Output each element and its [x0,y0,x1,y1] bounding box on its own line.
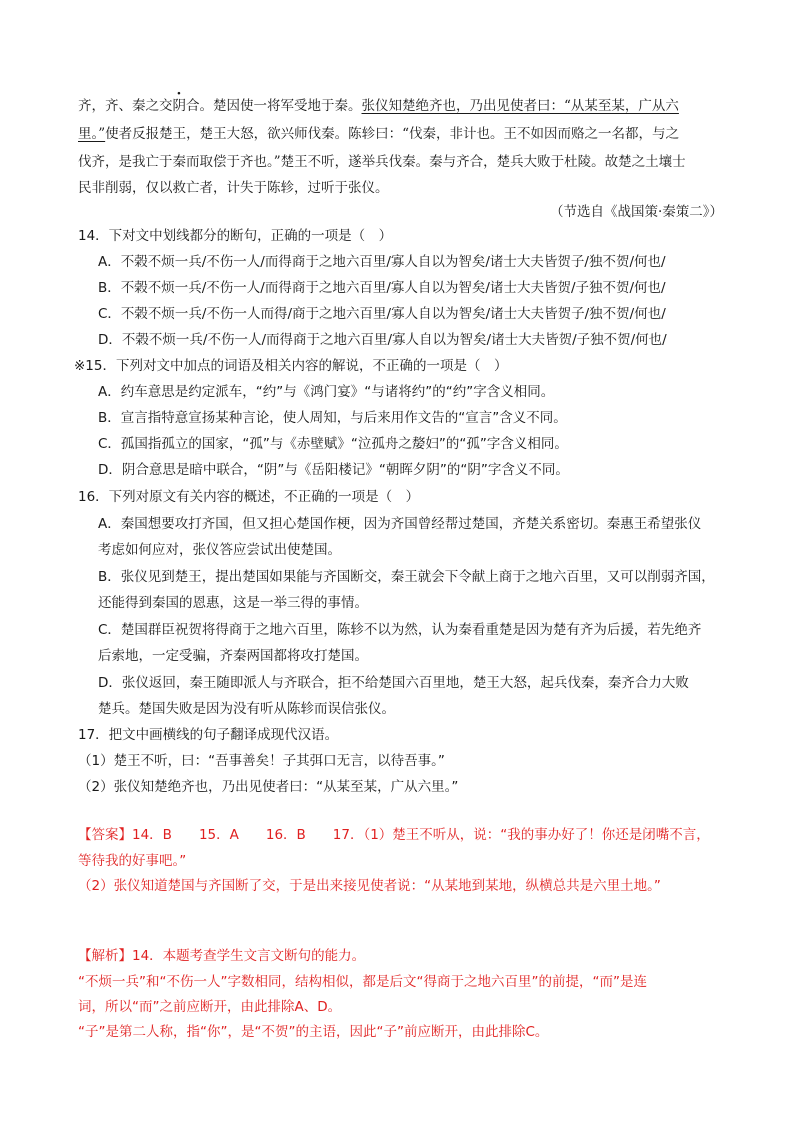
question-16-option-d-cont: 楚兵。楚国失败是因为没有听从陈轸而误信张仪。 [98,701,395,717]
passage-text: 使者反报楚王，楚王大怒，欲兴师伐秦。陈轸曰：“伐秦，非计也。王不如因而赂之一名都，与之 [105,126,680,142]
passage-text: 合。楚因使一将军受地于秦。 [186,98,362,114]
passage-text: 齐，齐、秦之交 [78,98,173,114]
question-14-option-b: B．不榖不烦一兵/不伤一人/而得商于之地六百里/寡人自以为智矣/诸士大夫皆贺/子独不贺/何也/ [98,280,666,296]
question-17-stem: 17．把文中画横线的句子翻译成现代汉语。 [78,727,339,743]
question-15-option-b: B．宣言指特意宣扬某种言论，使人周知，与后来用作文告的“宣言”含义不同。 [98,410,567,426]
question-14-option-c: C．不榖不烦一兵/不伤一人而得/商于之地六百里/寡人自以为智矣/诸士大夫皆贺子/独不贺/何也/ [98,306,666,322]
question-16-option-b: B．张仪见到楚王，提出楚国如果能与齐国断交，秦王就会下令献上商于之地六百里，又可以削弱齐国， [98,569,715,585]
analysis-line-1: 【解析】14．本题考查学生文言文断句的能力。 [78,948,366,964]
question-14-stem: 14．下对文中划线都分的断句，正确的一项是（ ） [78,228,393,244]
answer-line-1: 【答案】14．B 15．A 16．B 17．（1）楚王不听从，说：“我的事办好了！你还是闭嘴不言， [78,827,710,843]
question-17-sentence-2: （2）张仪知楚绝齐也，乃出见使者曰：“从某至某，广从六里。” [78,779,459,795]
passage-line-4: 民非削弱，仅以救亡者，计失于陈轸，过听于张仪。 [78,180,389,196]
question-16-option-d: D．张仪返回，秦王随即派人与齐联合，拒不给楚国六百里地，楚王大怒，起兵伐秦，秦齐合力大败 [98,675,689,691]
question-16-option-b-cont: 还能得到秦国的恩惠，这是一举三得的事情。 [98,595,368,611]
underlined-sentence: 里。” [78,126,106,142]
underlined-sentence: 张仪知楚绝齐也，乃出见使者曰：“从某至某，广从六 [361,98,679,114]
passage-line-3: 伐齐，是我亡于秦而取偿于齐也。”楚王不听，遂举兵伐秦。秦与齐合，楚兵大败于杜陵。故楚之土壤士 [78,154,686,170]
answer-line-3: （2）张仪知道楚国与齐国断了交，于是出来接见使者说：“从某地到某地，纵横总共是六里土地。” [78,878,661,894]
question-16-option-c: C．楚国群臣祝贺将得商于之地六百里，陈轸不以为然，认为秦看重楚是因为楚有齐为后援，若先绝齐 [98,622,702,638]
question-16-stem: 16．下列对原文有关内容的概述，不正确的一项是（ ） [78,489,420,505]
analysis-line-3: 词，所以“而”之前应断开，由此排除A、D。 [78,999,342,1015]
question-16-option-a-cont: 考虑如何应对，张仪答应尝试出使楚国。 [98,542,341,558]
question-15-option-c: C．孤国指孤立的国家，“孤”与《赤壁赋》“泣孤舟之嫠妇”的“孤”字含义相同。 [98,436,568,452]
passage-line-2 [78,122,723,146]
analysis-line-4: “子”是第二人称，指“你”，是“不贺”的主语，因此“子”前应断开，由此排除C。 [78,1024,549,1040]
dotted-word: 阴 [172,98,186,114]
question-15-stem: ※15．下列对文中加点的词语及相关内容的解说，不正确的一项是（ ） [74,358,508,374]
question-14-option-a: A．不榖不烦一兵/不伤一人/而得商于之地六百里/寡人自以为智矣/诸士大夫皆贺子/独不贺/何也/ [98,254,666,270]
passage-line-1 [78,94,723,118]
question-15-option-a: A．约车意思是约定派车，“约”与《鸿门宴》“与诸将约”的“约”字含义相同。 [98,384,555,400]
analysis-line-2: “不烦一兵”和“不伤一人”字数相同，结构相似，都是后文“得商于之地六百里”的前提，“而”是连 [78,974,647,990]
question-16-option-c-cont: 后索地，一定受骗，齐秦两国都将攻打楚国。 [98,648,368,664]
question-14-option-d: D．不榖不烦一兵/不伤一人/而得商于之地六百里/寡人自以为智矣/诸士大夫皆贺/子独不贺/何也/ [98,332,667,348]
answer-line-2: 等待我的好事吧。” [78,853,187,869]
passage-source: （节选自《战国策·秦策二》） [549,204,723,220]
question-16-option-a: A．秦国想要攻打齐国，但又担心楚国作梗，因为齐国曾经帮过楚国，齐楚关系密切。秦惠王希望张仪 [98,516,702,532]
question-15-option-d: D．阴合意思是暗中联合，“阴”与《岳阳楼记》“朝晖夕阴”的“阴”字含义不同。 [98,462,569,478]
question-17-sentence-1: （1）楚王不听，曰：“吾事善矣！子其弭口无言，以待吾事。” [78,753,445,769]
